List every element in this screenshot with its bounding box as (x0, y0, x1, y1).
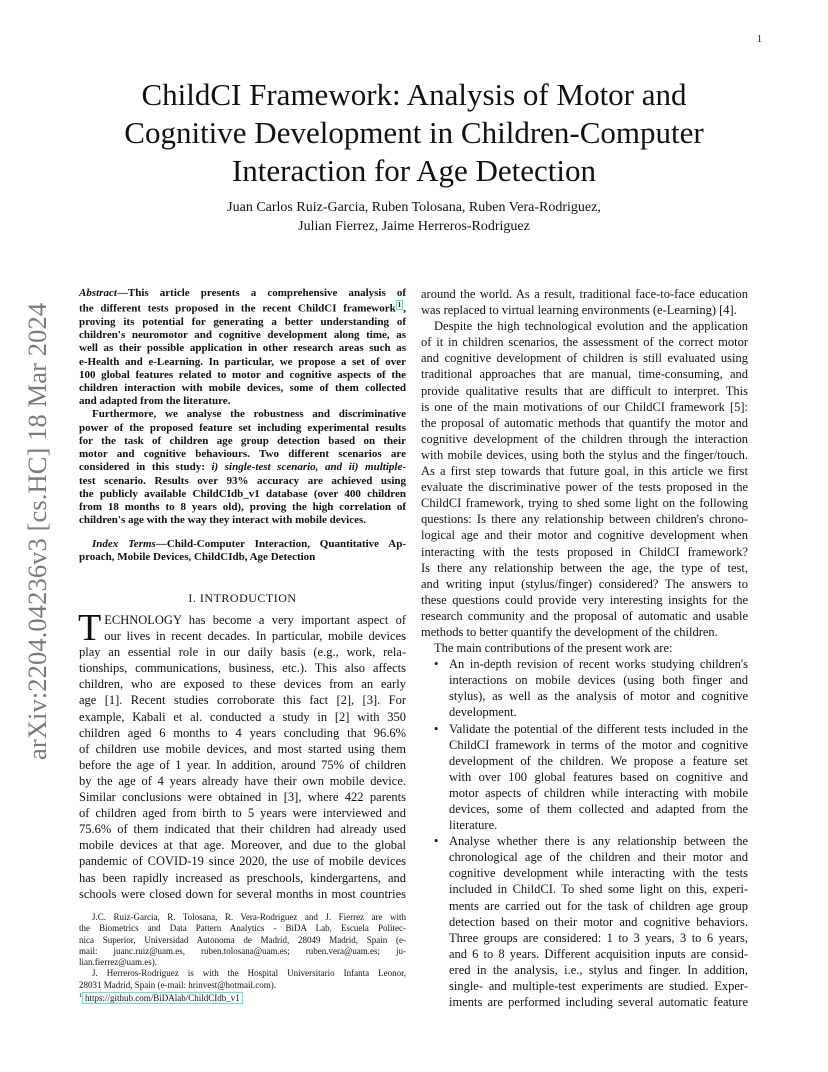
bullet-line: single- and multiple-test experiments are studied. Exper- (449, 979, 748, 994)
intro-line: children aged 6 months to 4 years concluding that 96.6% (79, 725, 406, 740)
arxiv-identifier[interactable]: arXiv:2204.04236v3 [cs.HC] 18 Mar 2024 (22, 302, 52, 760)
footnote-line: 28031 Madrid, Spain (e-mail: hrinvest@hotmail.com). (79, 979, 277, 990)
right-column (421, 286, 748, 1010)
bullet-icon: • (434, 721, 439, 736)
abstract-line: from 18 months to 8 years old), proving the high correlation of (79, 500, 406, 513)
footnote-reference[interactable]: 1 (397, 301, 402, 310)
bullet-line: with over 100 global features based on cognitive and (449, 769, 748, 784)
body-line: Despite the high technological evolution and the application (434, 319, 748, 334)
intro-line: has been rapidly increased as preschools, kindergartens, and (79, 870, 406, 885)
body-line: the proposal of automatic methods that quantify the motor and (421, 415, 748, 430)
body-line: questions: Is there any relationship between children's chrono- (421, 512, 748, 527)
bullet-line: included in ChildCI. To shed some light on this, experi- (449, 882, 748, 897)
bullet-line: ments are carried out for the task of children age group (449, 898, 748, 913)
abstract-line: motor and cognitive behaviours. Two different scenarios are (79, 448, 406, 461)
arxiv-stamp (16, 285, 56, 760)
intro-line: of children aged from birth to 5 years were interviewed and (79, 806, 406, 821)
section-heading: I. INTRODUCTION (188, 591, 297, 605)
body-line: and cognitive development of children is still evaluated using (421, 351, 748, 366)
abstract-line: 100 global features related to motor and cognitive aspects of the (79, 368, 406, 381)
abstract-line: Abstract—This article presents a comprehensive analysis of (79, 287, 406, 299)
bullet-line: chronological age of the children and their motor and (449, 850, 748, 865)
bullet-icon: • (434, 834, 439, 849)
intro-line: tionships, communications, business, etc.). This also affects (79, 661, 406, 676)
contribution-item (421, 721, 748, 834)
intro-line: ECHNOLOGY has become a very important aspect of (104, 613, 406, 627)
bullet-line: devices, some of them collected and adapted from the (449, 802, 748, 816)
title-line: Cognitive Development in Children-Computer (124, 115, 704, 150)
intro-line: example, Kabali et al. conducted a study in [2] with 350 (79, 709, 406, 724)
bullet-line: motor aspects of children while interacting with mobile (449, 785, 748, 800)
bullet-line: Three groups are considered: 1 to 3 years, 3 to 6 years, (449, 930, 748, 945)
abstract (79, 287, 406, 527)
introduction-text (78, 607, 406, 902)
intro-line: of children use mobile devices, and most started using them (79, 741, 406, 756)
index-terms-line: proach, Mobile Devices, ChildCIdb, Age Detection (79, 551, 316, 564)
bullet-line: literature. (449, 818, 498, 833)
bullet-line: An in-depth revision of recent works studying children's (449, 657, 748, 672)
index-terms-line: Index Terms—Child-Computer Interaction, Quantitative Ap- (92, 538, 406, 550)
body-line: Is there any relationship between the age, the type of test, (421, 560, 748, 575)
body-line: interacting with the tests proposed in ChildCI framework? (421, 544, 748, 559)
bullet-line: Analyse whether there is any relationship between the (449, 834, 748, 849)
intro-line: children, who are exposed to these devices from an early (79, 677, 406, 692)
body-line: provide qualitative results that are difficult to interpret. This (421, 383, 748, 398)
bullet-line: ered in the analysis, i.e., stylus and finger. In addition, (449, 962, 748, 977)
intro-line: Similar conclusions were obtained in [3], where 422 parents (79, 790, 406, 805)
body-line: with mobile devices, using both the stylus and the finger/touch. (421, 447, 748, 462)
abstract-line: proving its potential for generating a better understanding of (79, 316, 406, 329)
bullet-line: detection based on their motor and cognitive behaviors. (449, 914, 748, 929)
abstract-line: well as their possible application in other research areas such as (79, 342, 406, 355)
abstract-line: Furthermore, we analyse the robustness and discriminative (92, 408, 406, 421)
index-terms (79, 538, 406, 564)
abstract-line: children's neuromotor and cognitive development along time, as (79, 329, 406, 342)
body-line: cognitive development of the children through the interaction (421, 431, 748, 446)
intro-line: schools were closed down for several months in most countries (79, 886, 406, 901)
bullet-line: stylus), as well as the analysis of motor and cognitive (449, 689, 748, 704)
intro-line: age [1]. Recent studies corroborate this fact [2], [3]. For (79, 693, 406, 708)
title-line: Interaction for Age Detection (231, 153, 597, 188)
footnote-mark: 1 (79, 993, 82, 1000)
intro-line: 75.6% of them indicated that their children had already used (79, 822, 406, 837)
abstract-line: e-Health and e-Learning. In particular, we propose a set of over (79, 355, 406, 368)
abstract-line: children interaction with mobile devices, some of them collected (79, 382, 406, 395)
footnote-line: nica Superior, Universidad Autonoma de Madrid, 28049 Madrid, Spain (e- (79, 934, 406, 945)
contribution-item (421, 833, 748, 1010)
body-line: research community and the proposal of automatic and usable (421, 608, 748, 623)
abstract-line: children's age with the way they interact with mobile devices. (79, 514, 366, 527)
body-line: these questions could provide very interesting insights for the (421, 592, 748, 607)
intro-line: our lives in recent decades. In particular, mobile devices (104, 629, 406, 644)
abstract-label: Abstract (79, 287, 117, 299)
index-terms-label: Index Terms (92, 538, 156, 550)
body-line: ChildCI framework, trying to shed some light on the following (421, 496, 748, 511)
bullet-line: ChildCI framework in terms of the motor and cognitive (449, 737, 748, 752)
title-line: ChildCI Framework: Analysis of Motor and (141, 77, 687, 112)
footnote-line: J. Herreros-Rodriguez is with the Hospital Universitario Infanta Leonor, (92, 968, 406, 979)
abstract-line: the publicly available ChildCIdb_v1 database (over 400 children (79, 487, 406, 500)
body-line: logical age and their motor and cognitive development when (421, 528, 748, 543)
author-line: Julian Fierrez, Jaime Herreros-Rodriguez (298, 219, 530, 234)
intro-line: play an essential role in our daily basis (e.g., work, rela- (79, 645, 406, 660)
abstract-line: the different tests proposed in the recent ChildCI framework 1 , (79, 301, 406, 315)
body-line: As a first step towards that future goal, in this article we first (421, 464, 748, 479)
abstract-line: considered in this study: i) single-test scenario, and ii) multiple- (79, 461, 406, 474)
abstract-line: test scenario. Results over 93% accuracy are achieved using (79, 474, 406, 487)
github-link[interactable]: https://github.com/BiDAlab/ChildCIdb_v1 (82, 992, 243, 1004)
bullet-line: Validate the potential of the different tests included in the (449, 721, 748, 736)
bullet-line: development of the children. We propose a feature set (449, 753, 748, 768)
bullet-line: interactions on mobile devices (using both finger and (449, 673, 748, 688)
body-line: around the world. As a result, traditional face-to-face education (421, 287, 748, 301)
footnote-link-line (79, 991, 406, 1004)
author-list (70, 198, 758, 236)
body-line: of it in children scenarios, the assessment of the correct motor (421, 335, 748, 350)
footnote-line: lian.fierrez@uam.es). (79, 957, 157, 968)
bullet-line: and 6 to 8 years. Different acquisition inputs are consid- (449, 946, 748, 961)
abstract-line: power of the proposed feature set including experimental results (79, 421, 406, 434)
intro-line: pandemic of COVID-19 since 2020, the use of mobile devices (79, 854, 406, 869)
body-line: is one of the main motivations of our ChildCI framework [5]: (421, 399, 748, 414)
contribution-item (421, 656, 748, 720)
bullet-line: development. (449, 705, 517, 720)
paper-title (70, 76, 758, 190)
bullet-icon: • (434, 657, 439, 672)
bullet-line: iments are performed including several automatic feature (449, 995, 748, 1010)
body-line: traditional approaches that are manual, time-consuming, and (421, 367, 748, 382)
footnote-line: the Biometrics and Data Pattern Analytics - BiDA Lab, Escuela Politec- (79, 923, 406, 934)
abstract-line: and adapted from the literature. (79, 395, 231, 408)
abstract-line: for the task of children age group detection based on their (79, 434, 406, 447)
body-line: evaluate the discriminative power of the tests proposed in the (421, 480, 748, 495)
bullet-line: cognitive development while interacting with the tests (449, 866, 748, 881)
body-line: methods to better quantify the development of the children. (421, 624, 718, 639)
body-line: was replaced to virtual learning environments (e-Learning) [4]. (421, 303, 737, 318)
footnote-line: J.C. Ruiz-Garcia, R. Tolosana, R. Vera-Rodriguez and J. Fierrez are with (92, 912, 406, 922)
footnotes (79, 912, 406, 1004)
drop-cap: T (78, 607, 102, 649)
contributions-intro: The main contributions of the present work are: (434, 641, 673, 656)
intro-line: before the age of 1 year. In addition, around 75% of children (79, 757, 406, 772)
body-line: and writing input (stylus/finger) considered? The answers to (421, 576, 748, 591)
footnote-line: mail: juanc.ruiz@uam.es, ruben.tolosana@uam.es; ruben.vera@uam.es; ju- (79, 945, 406, 956)
intro-line: by the age of 4 years already have their own mobile device. (79, 773, 406, 788)
intro-line: mobile devices at that age. Moreover, and due to the global (79, 838, 406, 853)
page-number: 1 (757, 34, 762, 45)
author-line: Juan Carlos Ruiz-Garcia, Ruben Tolosana, Ruben Vera-Rodriguez, (227, 200, 601, 215)
